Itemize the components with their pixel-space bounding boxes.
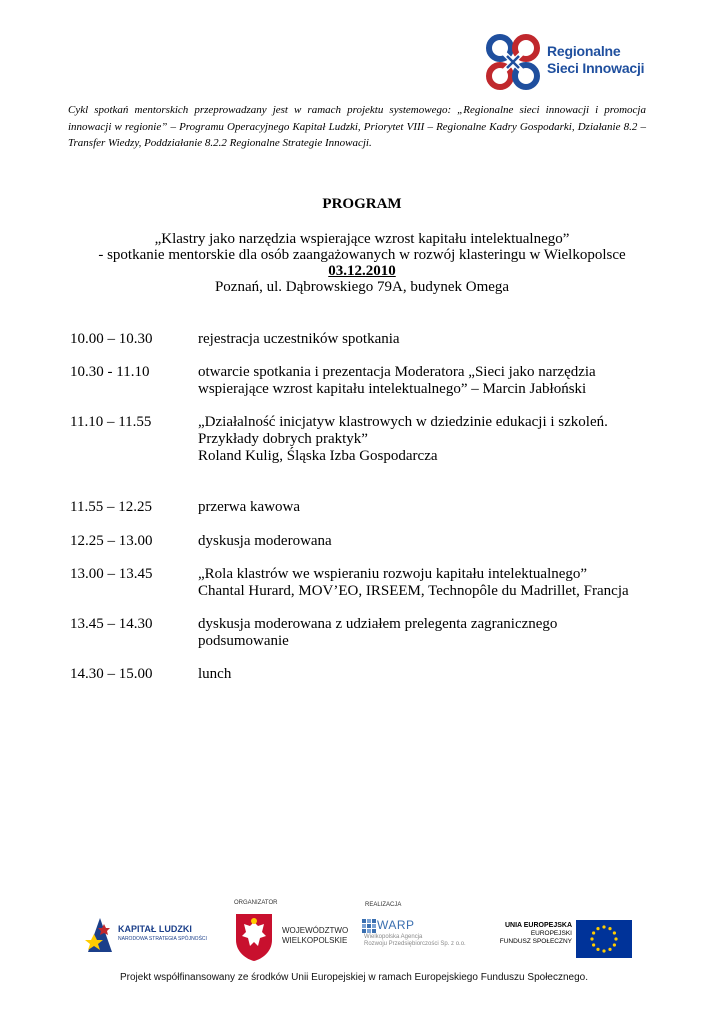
warp-grid-logo-icon	[362, 919, 376, 933]
schedule-description: podsumowanie	[198, 633, 289, 649]
meeting-subtitle: - spotkanie mentorskie dla osób zaangażowanych w rozwój klasteringu w Wielkopolsce	[98, 247, 626, 263]
eu-star	[613, 943, 616, 946]
schedule-description: lunch	[198, 666, 232, 682]
eu-star	[614, 937, 617, 940]
warp-name: WARP	[377, 918, 415, 932]
kapital-ludzki-star-logo-icon	[84, 914, 114, 952]
rsi-logo	[485, 34, 655, 90]
funding-note: Projekt współfinansowany ze środków Unii Europejskiej w ramach Europejskiego Funduszu Społecznego.	[119, 972, 589, 983]
wlkp-line-2: WIELKOPOLSKIE	[282, 936, 348, 945]
eu-flag-icon	[576, 920, 632, 958]
eu-star	[602, 949, 605, 952]
meeting-date: 03.12.2010	[328, 263, 396, 279]
eu-star	[613, 931, 616, 934]
eu-star	[608, 948, 611, 951]
schedule-time: 11.55 – 12.25	[70, 499, 152, 515]
schedule-description: dyskusja moderowana	[198, 533, 332, 549]
schedule-description: dyskusja moderowana z udziałem prelegenta zagranicznego	[198, 616, 558, 632]
schedule-time: 13.00 – 13.45	[70, 566, 153, 582]
schedule-time: 14.30 – 15.00	[70, 666, 153, 682]
wlkp-line-1: WOJEWÓDZTWO	[282, 926, 349, 935]
schedule-description: Roland Kulig, Śląska Izba Gospodarcza	[198, 448, 438, 464]
warp-line-2: Rozwoju Przedsiębiorczości Sp. z o.o.	[364, 941, 466, 947]
intro-paragraph: Cykl spotkań mentorskich przeprowadzany jest w ramach projektu systemowego: „Regionalne sieci innowacji i promocja innowacji w regionie” – Programu Operacyjnego Kapitał Ludzki, Priorytet VIII – Regionalne Kadry Gospodarki, Działanie 8.2 – Transfer Wiedzy, Poddziałanie 8.2.2 Regionalne Strategie Innowacji.	[68, 104, 646, 149]
eu-line-2: EUROPEJSKI	[530, 930, 572, 937]
schedule-description: Chantal Hurard, MOV’EO, IRSEEM, Technopôle du Madrillet, Francja	[198, 583, 629, 599]
wielkopolska-logo	[234, 912, 364, 962]
warp-line-1: Wielkopolska Agencja	[364, 934, 423, 940]
logo-line-1: Regionalne	[547, 43, 621, 59]
eu-star	[596, 948, 599, 951]
schedule-description: „Rola klastrów we wspieraniu rozwoju kapitału intelektualnego”	[198, 566, 588, 582]
eu-star	[592, 943, 595, 946]
logo-line-2: Sieci Innowacji	[547, 60, 645, 76]
regional-innovation-network-logo-icon	[485, 34, 541, 90]
schedule-time: 11.10 – 11.55	[70, 414, 152, 430]
realization-label: REALIZACJA	[365, 902, 402, 908]
schedule-description: otwarcie spotkania i prezentacja Moderatora „Sieci jako narzędzia	[198, 364, 596, 380]
eu-line-3: FUNDUSZ SPOŁECZNY	[499, 938, 572, 945]
eu-line-1: UNIA EUROPEJSKA	[504, 922, 572, 929]
schedule-description: wspierające wzrost kapitału intelektualnego” – Marcin Jabłoński	[198, 381, 587, 397]
eu-star	[592, 931, 595, 934]
schedule-time: 10.30 - 11.10	[70, 364, 150, 380]
program-heading: PROGRAM	[322, 196, 402, 212]
schedule-description: Przykłady dobrych praktyk”	[198, 431, 368, 447]
kapital-ludzki-tagline: NARODOWA STRATEGIA SPÓJNOŚCI	[118, 936, 207, 942]
schedule-description: „Działalność inicjatyw klastrowych w dziedzinie edukacji i szkoleń.	[198, 414, 608, 430]
eu-star	[602, 925, 605, 928]
schedule-time: 10.00 – 10.30	[70, 331, 153, 347]
meeting-title: „Klastry jako narzędzia wspierające wzrost kapitału intelektualnego”	[154, 231, 570, 247]
kapital-ludzki-name: KAPITAŁ LUDZKI	[118, 924, 192, 934]
schedule-time: 13.45 – 14.30	[70, 616, 153, 632]
schedule-description: rejestracja uczestników spotkania	[198, 331, 400, 347]
footer-sponsors	[62, 884, 646, 1004]
eagle-coat-of-arms-icon	[234, 912, 274, 962]
eu-star	[596, 927, 599, 930]
eu-logo	[494, 920, 644, 960]
schedule-time: 12.25 – 13.00	[70, 533, 153, 549]
warp-logo	[362, 914, 492, 954]
kapital-ludzki-logo	[84, 914, 207, 954]
eu-star	[590, 937, 593, 940]
schedule-description: przerwa kawowa	[198, 499, 301, 515]
eu-star	[608, 927, 611, 930]
meeting-place: Poznań, ul. Dąbrowskiego 79A, budynek Omega	[214, 279, 510, 295]
organizer-label: ORGANIZATOR	[234, 900, 278, 906]
